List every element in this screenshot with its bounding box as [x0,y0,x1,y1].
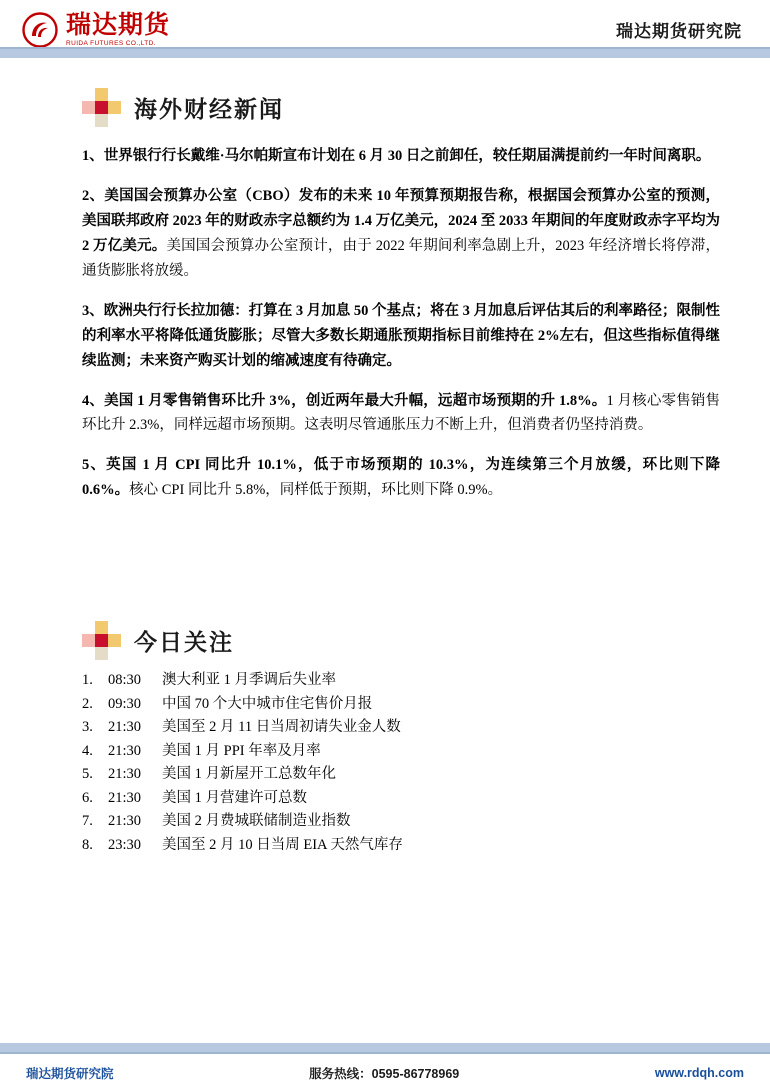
news-item-bold: 4、美国 1 月零售销售环比升 3%，创近两年最大升幅，远超市场预期的升 1.8%。 [82,392,607,409]
news-item [82,144,720,169]
focus-item-time: 21:30 [108,766,142,783]
focus-item-text: 澳大利亚 1 月季调后失业率 [162,672,336,689]
news-item-bold: 5、英国 1 月 CPI 同比升 10.1%，低于市场预期的 10.3%，为连续第三个月放缓，环比则下降 0.6%。 [82,457,720,499]
header-title: 瑞达期货研究院 [616,21,742,41]
list-item [82,763,730,786]
news-item-bold: 1、世界银行行长戴维·马尔帕斯宣布计划在 6 月 30 日之前卸任，较任期届满提前约一年时间离职。 [82,148,711,164]
decorative-squares-icon [82,621,120,659]
focus-item-text: 美国 1 月新屋开工总数年化 [162,766,336,783]
news-item-bold: 2、美国国会预算办公室（CBO）发布的未来 10 年预算预期报告称，根据国会预算办公室的预测，美国联邦政府 2023 年的财政赤字总额约为 1.4 万亿美元，2024 至 2033 年期间的年度财政赤字平均为 2 万亿美元。 [82,187,720,254]
focus-item-index: 4. [82,742,93,759]
page-header [0,0,770,58]
focus-item-time: 21:30 [108,813,142,830]
list-item [82,810,730,833]
focus-section-title: 今日关注 [134,628,234,655]
news-item [82,389,720,439]
focus-item-text: 美国至 2 月 10 日当周 EIA 天然气库存 [162,836,403,853]
news-section-heading [82,88,730,126]
news-item [82,299,720,374]
focus-item-index: 8. [82,836,93,853]
brand-name-en: RUIDA FUTURES CO.,LTD. [66,39,156,47]
header-rule [0,49,770,58]
list-item [82,716,730,739]
focus-item-index: 5. [82,766,93,783]
focus-section [0,621,770,857]
focus-item-text: 中国 70 个大中城市住宅售价月报 [162,695,373,712]
footer-company: 瑞达期货研究院 [26,1066,114,1081]
footer-rule-accent [0,1052,770,1054]
focus-item-index: 6. [82,789,93,806]
footer-website-link[interactable]: www.rdqh.com [654,1065,744,1080]
focus-item-text: 美国至 2 月 11 日当周初请失业金人数 [162,719,401,736]
brand-text [66,10,171,48]
focus-item-text: 美国 1 月 PPI 年率及月率 [162,742,321,759]
focus-item-index: 1. [82,672,93,689]
news-section-title: 海外财经新闻 [134,95,284,122]
news-item-normal: 1 月核心零售销售环比升 2.3%，同样远超市场预期。这表明尽管通胀压力不断上升，但消费者仍坚持消费。 [82,392,720,434]
news-item-normal: 美国国会预算办公室预计，由于 2022 年期间利率急剧上升，2023 年经济增长将停滞，通货膨胀将放缓。 [82,237,720,279]
focus-item-time: 08:30 [108,672,142,689]
focus-item-index: 3. [82,719,93,736]
list-item [82,693,730,716]
news-item-bold: 3、欧洲央行行长拉加德：打算在 3 月加息 50 个基点；将在 3 月加息后评估其后的利率路径；限制性的利率水平将降低通货膨胀；尽管大多数长期通胀预期指标目前维持在 2%左右，但这些指标值得继续监测；未来资产购买计划的缩减速度有待确定。 [82,302,720,369]
list-item [82,787,730,810]
focus-section-heading [82,621,730,659]
brand-logo [22,12,170,48]
news-item [82,453,720,503]
focus-item-index: 7. [82,813,93,830]
focus-item-time: 21:30 [108,719,142,736]
focus-list [82,669,730,857]
focus-item-index: 2. [82,695,93,712]
brand-name-cn: 瑞达期货 [66,10,171,39]
decorative-squares-icon [82,88,120,126]
focus-item-time: 21:30 [108,742,142,759]
news-section [0,88,770,503]
focus-item-time: 23:30 [108,836,142,853]
footer-hotline: 服务热线：0595-86778969 [309,1066,460,1081]
page-footer [0,1043,770,1089]
focus-item-text: 美国 2 月费城联储制造业指数 [162,813,351,830]
news-list [82,144,730,503]
focus-item-time: 21:30 [108,789,142,806]
list-item [82,740,730,763]
news-item [82,184,720,284]
focus-item-time: 09:30 [108,695,142,712]
news-item-normal: 核心 CPI 同比升 5.8%，同样低于预期，环比则下降 0.9%。 [129,482,503,499]
ruida-logo-icon [22,12,58,48]
focus-item-text: 美国 1 月营建许可总数 [162,789,307,806]
footer-rule [0,1043,770,1052]
list-item [82,669,730,692]
list-item [82,834,730,857]
